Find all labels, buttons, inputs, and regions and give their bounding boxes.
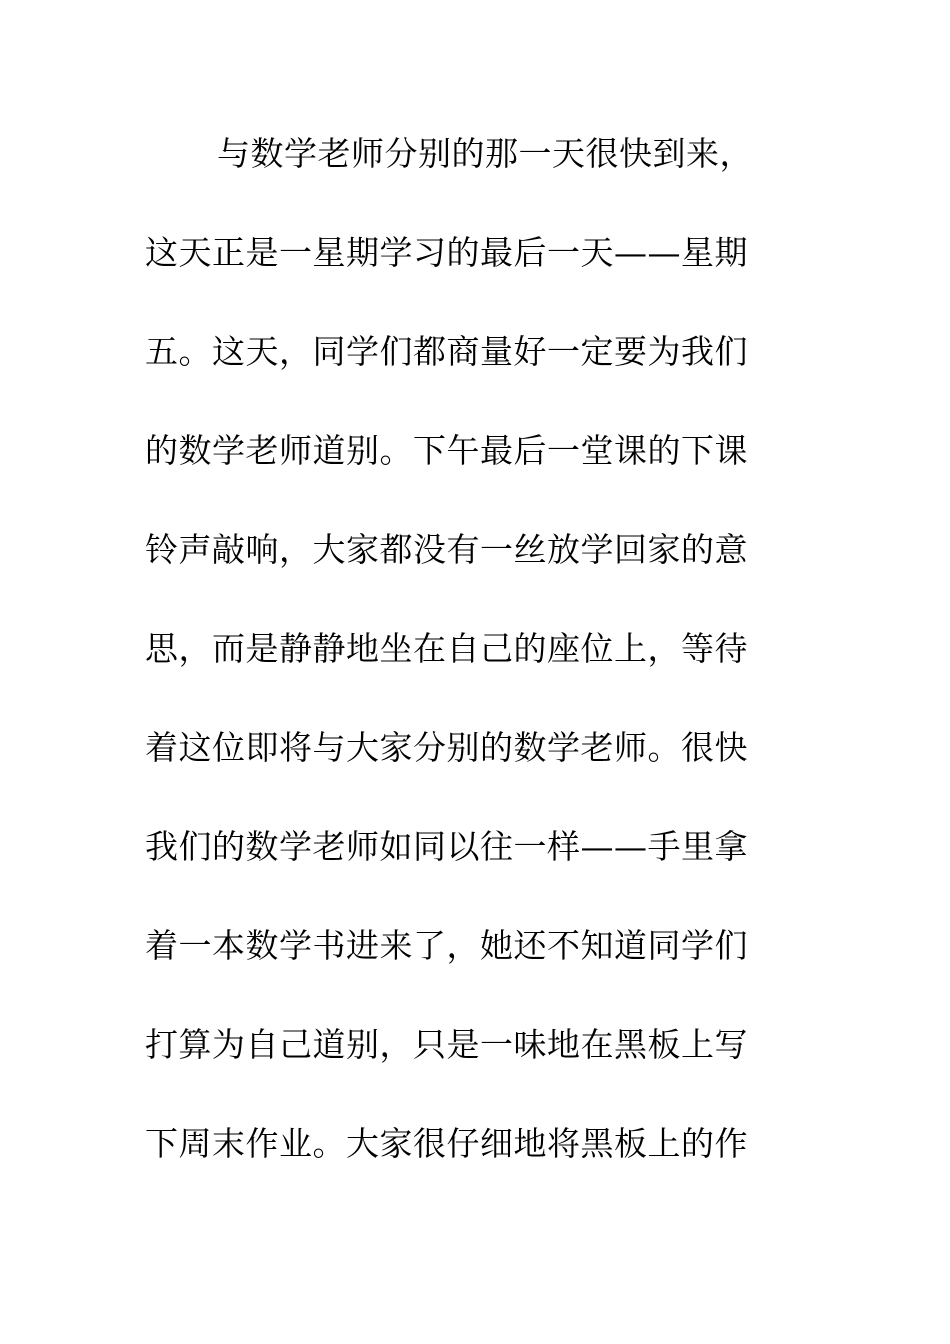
text-line: 我们的数学老师如同以往一样——手里拿	[145, 827, 748, 866]
text-line: 与数学老师分别的那一天很快到来，	[217, 134, 753, 173]
text-line: 下周末作业。大家很仔细地将黑板上的作	[145, 1124, 748, 1163]
text-line: 打算为自己道别，只是一味地在黑板上写	[145, 1025, 748, 1064]
text-line: 思，而是静静地坐在自己的座位上，等待	[145, 629, 748, 668]
text-line: 着这位即将与大家分别的数学老师。很快	[145, 728, 748, 767]
text-line: 的数学老师道别。下午最后一堂课的下课	[145, 431, 748, 470]
text-line: 着一本数学书进来了，她还不知道同学们	[145, 926, 748, 965]
text-line: 五。这天，同学们都商量好一定要为我们	[145, 332, 748, 371]
text-line: 铃声敲响，大家都没有一丝放学回家的意	[145, 530, 748, 569]
body-paragraph	[145, 128, 825, 1217]
text-line: 这天正是一星期学习的最后一天——星期	[145, 233, 748, 272]
